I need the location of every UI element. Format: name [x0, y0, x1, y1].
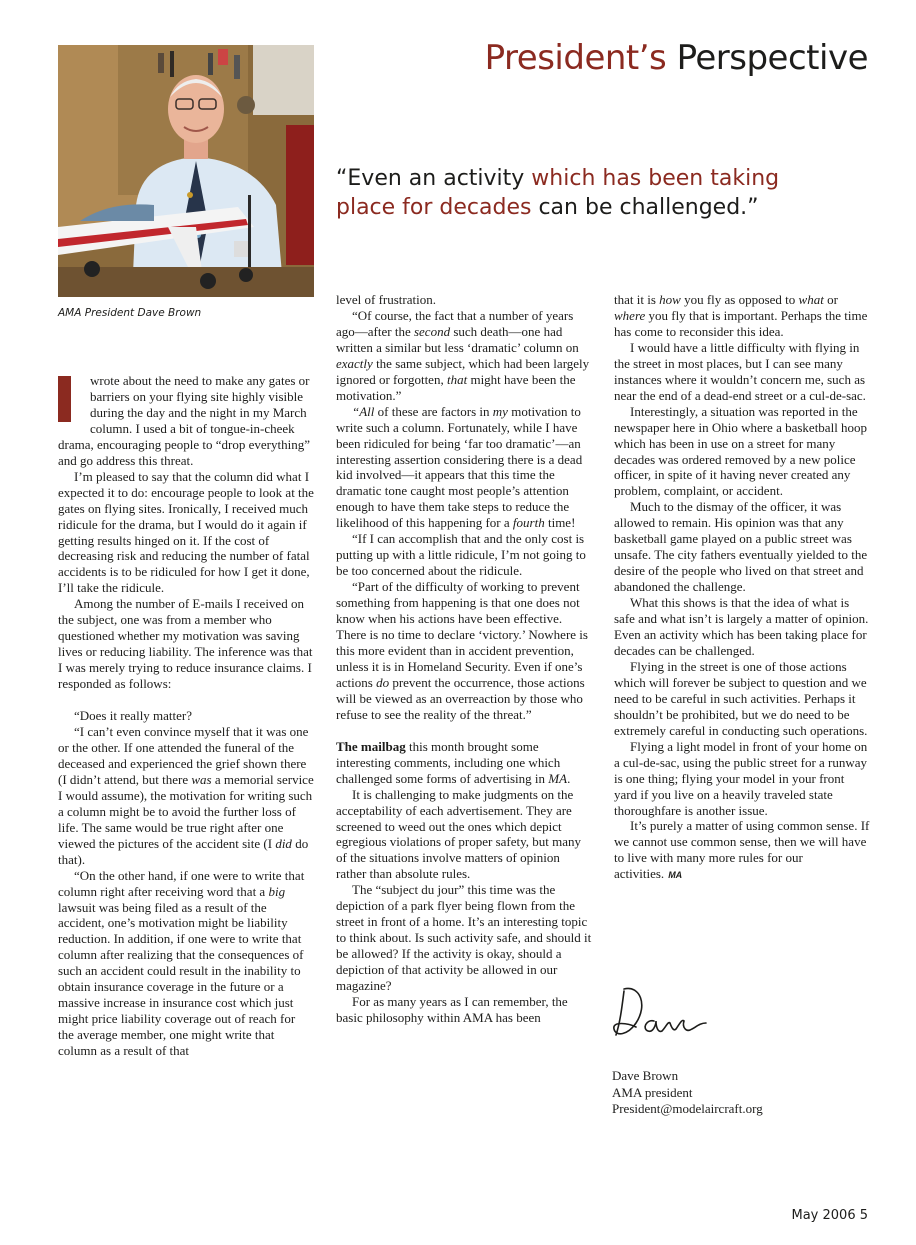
title-accent: President’s: [484, 38, 667, 78]
paragraph: level of frustration.: [336, 292, 436, 307]
paragraph: For as many years as I can remember, the basic philosophy within AMA has been: [336, 993, 568, 1025]
emphasis: exactly: [336, 355, 373, 371]
paragraph: Interestingly, a situation was reported in the newspaper here in Ohio where a basketball hoop which has been in use on a street for many decades was ordered removed by a new police officer, in spite of it having never created any problem, complaint, or accident.: [614, 403, 868, 499]
text-run: might have been the motivation.”: [336, 371, 576, 403]
paragraph: I’m pleased to say that the column did what I expected it to do: encourage people to look at the gates on flying sites. Ironically, I received much ridicule for the drama, but I would do it again if getting results hinged on it. If the cost of decreasing risk and reducing the number of fatal accidents is to be ridiculed for how I get it done, I’ll take the ridicule.: [58, 468, 314, 596]
emphasis: “All: [352, 403, 375, 419]
portrait-illustration: [58, 45, 314, 297]
pull-quote-end: can be challenged.”: [531, 195, 759, 220]
paragraph: [336, 308, 592, 404]
emphasis: fourth: [512, 515, 545, 531]
paragraph: [58, 868, 314, 1059]
text-run: It’s purely a matter of using common sense. If we cannot use common sense, then we will have to live with many more rules for our activities.: [614, 818, 870, 882]
text-run: a memorial service I would assume), the motivation for writing such a column might be to avoid the further loss of life. The same would be true right after one viewed the pictures of the accident site (I: [58, 771, 314, 851]
emphasis: how: [659, 292, 681, 307]
opening-paragraph: [58, 373, 314, 469]
end-mark: MA: [668, 870, 683, 881]
paragraph: Much to the dismay of the officer, it was allowed to remain. His opinion was that any basketball game played on a public street was unsafe. The city fathers eventually yielded to the desire of the people who lived on that street and abandoned the challenge.: [614, 499, 868, 595]
text-run: prevent the occurrence, those actions will be viewed as an overreaction by those who refuse to see the reality of the threat.”: [336, 674, 585, 722]
paragraph: “Does it really matter?: [74, 708, 193, 724]
paragraph: What this shows is that the idea of what is safe and what isn’t is largely a matter of opinion. Even an activity which has been taking place for decades can be challenged.: [614, 595, 869, 658]
author-role: AMA president: [612, 1084, 693, 1100]
text-run: “I can’t even convince myself that it was one or the other. If one attended the funeral of the deceased and experienced the grief shown there (I didn’t attend, but there: [58, 724, 309, 787]
emphasis: do: [376, 674, 390, 690]
paragraph: Flying a light model in front of your home on a cul-de-sac, using the public street for a runway is one thing; flying your model in your front yard if you live on a heavily traveled state thoroughfare is another issue.: [614, 738, 868, 818]
paragraph: [336, 404, 592, 532]
pull-quote-start: “Even an activity: [336, 166, 532, 191]
text-run: this month brought some interesting comments, including one which challenged some forms of advertising in: [336, 738, 561, 786]
text-run: motivation to write such a column. Fortunately, while I have been ridiculed for being ‘far too dramatic’—an interesting assertion considering there is a dead kid involved—it appears that this time the dramatic tone caught most people’s attention enough to have them take steps to reduce the likelihood of this happening for a: [336, 403, 583, 531]
paragraph: [336, 579, 592, 723]
photo-caption: AMA President Dave Brown: [58, 307, 202, 319]
page-title: [485, 38, 868, 78]
emphasis: MA: [548, 770, 568, 786]
paragraph: [336, 739, 592, 787]
paragraph: [614, 292, 870, 340]
text-run: “Part of the difficulty of working to prevent something from happening is that one does not know when his actions have been effective. There is no time to declare ‘victory.’ Nowhere is this more evident than in accident prevention, unless it is in Homeland Security. Even if one’s actions: [336, 579, 588, 690]
emphasis: where: [614, 307, 646, 323]
text-run: time!: [544, 515, 576, 531]
article-column-2: [336, 292, 592, 1026]
paragraph: [614, 818, 870, 884]
text-run: the same subject, which had been largely ignored or forgotten,: [336, 355, 590, 387]
paragraph: Among the number of E-mails I received on the subject, one was from a member who questioned whether my motivation was saving lives or reducing liability. The inference was that I was merely trying to reduce insurance claims. I responded as follows:: [58, 596, 313, 692]
paragraph: The “subject du jour” this time was the depiction of a park flyer being flown from the street in front of a home. It’s an interesting topic to think about. Is such activity safe, and should it be allowed? If the activity is okay, should a depiction of that activity be allowed in our magazine?: [336, 882, 592, 994]
article-column-1: [58, 373, 314, 1059]
drop-cap: [58, 376, 71, 422]
emphasis: that: [446, 371, 468, 387]
article-column-3: [614, 292, 870, 884]
run-in-heading: The mailbag: [336, 738, 406, 754]
paragraph: It is challenging to make judgments on the acceptability of each advertisement. They are screened to weed out the ones which depict egregious violations of proper safety, but many of the situations involve matters of opinion rather than absolute rules.: [336, 786, 582, 882]
emphasis: did: [275, 835, 292, 851]
text-run: you fly as opposed to: [680, 292, 799, 307]
paragraph: [58, 724, 314, 868]
paragraph: I would have a little difficulty with flying in the street in most places, but I can see many instances where it wouldn’t concern me, such as near the end of a dead-end street or a cul-de-sac.: [614, 339, 866, 403]
pull-quote-highlight: which has been taking place for decades: [336, 166, 780, 220]
handwritten-signature: [610, 983, 710, 1045]
paragraph-text: wrote about the need to make any gates or barriers on your flying site highly visible during the day and the night in my March column. I used a bit of tongue-in-cheek drama, encouraging people to “drop everything” and go address this threat.: [58, 373, 310, 468]
pull-quote: [336, 164, 836, 222]
text-run: lawsuit was being filed as a result of the accident, one’s motivation might be liability reduction. In addition, if one were to write that column after realizing that the consequences of such an accident could result in the inability to obtain insurance coverage in the future or a massive increase in insurance cost which just might price liability coverage out of reach for the average member, one might write that column as a result of that: [58, 899, 304, 1059]
text-run: “Of course, the fact that a number of years ago—after the: [336, 307, 574, 339]
emphasis: was: [191, 771, 212, 787]
paragraph: Flying in the street is one of those actions which will forever be subject to question and we need to be careful in such activities. Perhaps it shouldn’t be prohibited, but we do need to be extremely careful in conducting such operations.: [614, 658, 868, 738]
text-run: of these are factors in: [374, 403, 493, 419]
title-main: Perspective: [676, 38, 868, 78]
author-block: [612, 1068, 763, 1118]
text-run: or: [823, 292, 838, 307]
emphasis: second: [413, 323, 451, 339]
paragraph: “If I can accomplish that and the only cost is putting up with a little ridicule, I’m not going to be too concerned about the ridicule.: [336, 531, 586, 579]
text-run: .: [567, 770, 571, 786]
text-run: that it is: [614, 292, 660, 307]
text-run: such death—one had written a similar but less ‘dramatic’ column on: [336, 323, 579, 355]
emphasis: big: [268, 883, 286, 899]
author-name: Dave Brown: [612, 1068, 679, 1083]
emphasis: my: [492, 403, 508, 419]
emphasis: what: [798, 292, 824, 307]
page-folio: May 2006 5: [791, 1208, 868, 1223]
president-photo: [58, 45, 314, 297]
text-run: do that).: [58, 835, 309, 867]
text-run: you fly that is important. Perhaps the time has come to reconsider this idea.: [614, 307, 868, 339]
author-email: President@modelaircraft.org: [612, 1101, 763, 1116]
text-run: “On the other hand, if one were to write that column right after receiving word that a: [58, 867, 305, 899]
